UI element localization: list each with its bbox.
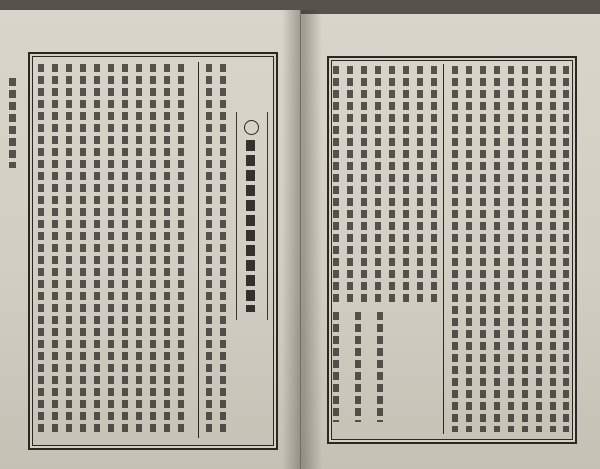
right-page-signatory-column xyxy=(417,66,423,302)
left-page-text-column xyxy=(164,64,170,434)
right-page-date-column xyxy=(377,312,383,422)
left-page-text-column xyxy=(150,64,156,434)
left-page-title-column xyxy=(246,140,255,312)
left-page-text-column xyxy=(80,64,86,434)
right-page-signatory-column xyxy=(333,66,339,302)
right-page-text-column xyxy=(466,66,472,432)
section-title-marker xyxy=(244,120,259,135)
right-page-text-column xyxy=(452,66,458,432)
right-page-text-column xyxy=(508,66,514,432)
right-column-divider xyxy=(443,64,444,434)
left-page-text-column xyxy=(108,64,114,434)
right-page-text-column xyxy=(522,66,528,432)
left-page-text-column xyxy=(94,64,100,434)
right-page-signatory-column xyxy=(347,66,353,302)
left-page-text-column xyxy=(178,64,184,434)
right-page-signatory-column xyxy=(389,66,395,302)
left-page-text-column xyxy=(38,64,44,434)
right-page-date-column xyxy=(333,312,339,422)
left-page-text-column xyxy=(122,64,128,434)
right-page-text-column xyxy=(480,66,486,432)
left-page-text-column xyxy=(206,64,212,434)
right-page-signatory-column xyxy=(431,66,437,302)
right-page-text-column xyxy=(563,66,569,432)
right-page-text-column xyxy=(550,66,556,432)
right-page-date-column xyxy=(355,312,361,422)
left-column-divider xyxy=(198,62,199,438)
right-page-signatory-column xyxy=(361,66,367,302)
right-page-signatory-column xyxy=(403,66,409,302)
left-page-text-column xyxy=(136,64,142,434)
right-page-signatory-column xyxy=(375,66,381,302)
left-page-text-column xyxy=(52,64,58,434)
left-page-text-column xyxy=(66,64,72,434)
right-page-text-column xyxy=(536,66,542,432)
right-page-text-column xyxy=(494,66,500,432)
left-page-text-column xyxy=(220,64,226,434)
left-margin-running-head xyxy=(9,78,16,168)
